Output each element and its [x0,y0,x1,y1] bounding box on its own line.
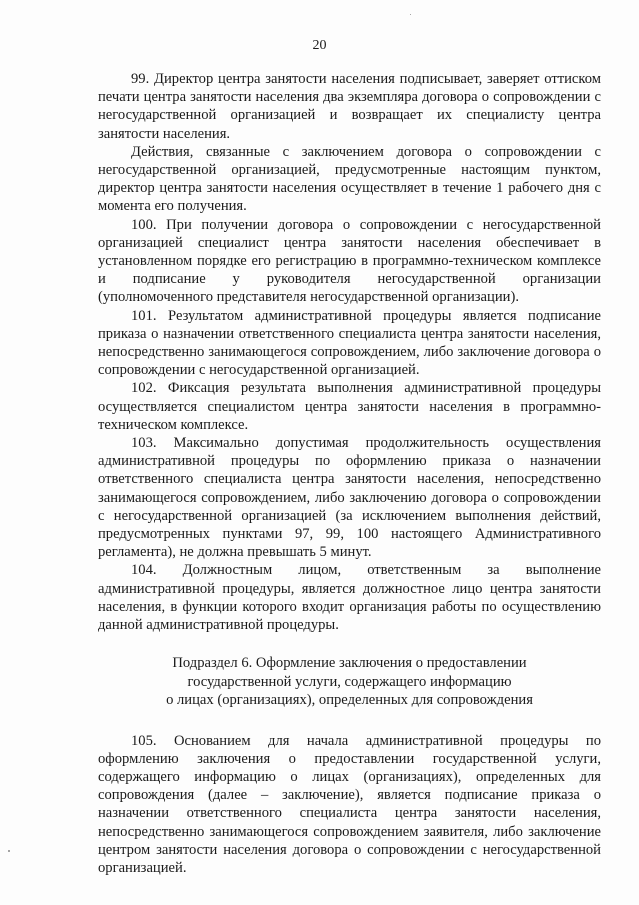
paragraph-104: 104. Должностным лицом, ответственным за выполнение административной процедуры, является должностное лицо центра занятости населения, в функции которого входит организация работы по осуществлению данной административной процедуры. [98,562,601,634]
paragraph-100: 100. При получении договора о сопровождении с негосударственной организацией специалист центра занятости населения обеспечивает в установленном порядке его регистрацию в программно-техническом комплексе и подписание у руководителя негосударственной организации (уполномоченного представителя негосударственной организации). [98,216,601,306]
paragraph-105: 105. Основанием для начала административной процедуры по оформлению заключения о предоставлении государственной услуги, содержащего информацию о лицах (организациях), определенных для сопровождения (далее – заключение), является подписание приказа о назначении ответственного специалиста центра занятости населения, непосредственно занимающегося сопровождением заявителя, либо заключение центром занятости населения договора о сопровождении с негосударственной организацией. [98,732,601,876]
paragraph-99-continuation: Действия, связанные с заключением договора о сопровождении с негосударственной организацией, предусмотренные настоящим пунктом, директор центра занятости населения осуществляет в течение 1 рабочего дня с момента его получения. [98,143,601,215]
paragraph-99: 99. Директор центра занятости населения подписывает, заверяет оттиском печати центра занятости населения два экземпляра договора о сопровождении с негосударственной организацией и возвращает их специалисту центра занятости населения. [98,71,601,142]
subsection-heading [98,654,601,709]
subsection-heading-line-3: о лицах (организациях), определенных для сопровождения [166,692,533,709]
document-body [98,70,601,877]
page-number: 20 [312,38,327,53]
scan-speck [8,850,10,852]
subsection-heading-line-1: Подраздел 6. Оформление заключения о предоставлении [172,655,527,672]
subsection-heading-line-2: государственной услуги, содержащего информацию [187,673,512,690]
paragraph-101: 101. Результатом административной процедуры является подписание приказа о назначении ответственного специалиста центра занятости населения, непосредственно занимающегося сопровождением, либо заключение договора о сопровождении с негосударственной организацией. [98,307,601,379]
paragraph-103: 103. Максимально допустимая продолжительность осуществления административной процедуры по оформлению приказа о назначении ответственного специалиста центра занятости населения, непосредственно занимающегося сопровождением, либо заключению договора о сопровождении с негосударственной организацией (за исключением выполнения действий, предусмотренных пунктами 97, 99, 100 настоящего Административного регламента), не должна превышать 5 минут. [98,435,601,561]
paragraph-102: 102. Фиксация результата выполнения административной процедуры осуществляется специалистом центра занятости населения в программно-техническом комплексе. [98,380,601,433]
scan-speck [410,14,411,15]
